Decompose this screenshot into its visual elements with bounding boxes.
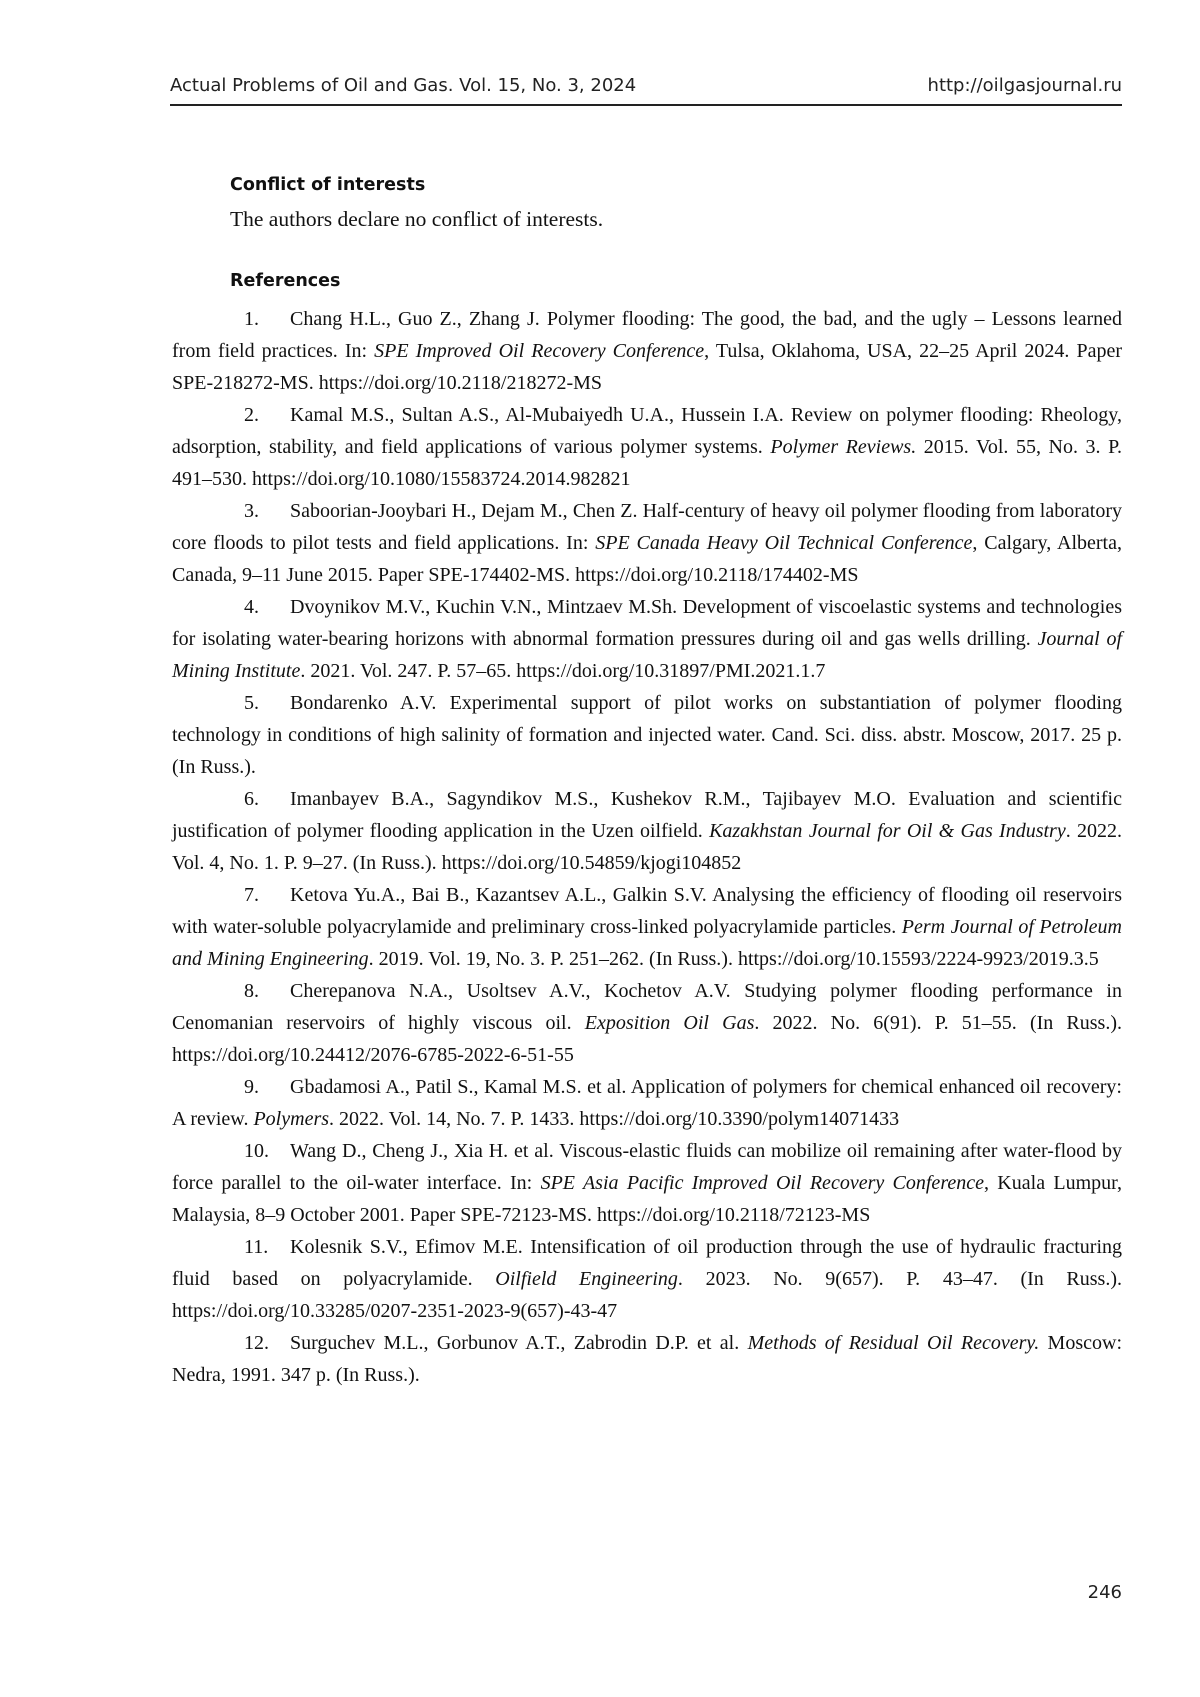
reference-item: 12. Surguchev M.L., Gorbunov A.T., Zabrodin D.P. et al. Methods of Residual Oil Recovery. Moscow: Nedra, 1991. 347 p. (In Russ.). [172, 1327, 1122, 1391]
reference-number: 12. [244, 1332, 269, 1354]
reference-item: 2. Kamal M.S., Sultan A.S., Al-Mubaiyedh U.A., Hussein I.A. Review on polymer flooding: Rheology, adsorption, stability, and field applications of various polymer systems. Polymer Reviews. 2015. Vol. 55, No. 3. P. 491–530. https://doi.org/10.1080/15583724.2014.982821 [172, 399, 1122, 495]
references-list [172, 303, 1122, 1391]
page-number: 246 [1087, 1582, 1122, 1603]
reference-number: 2. [244, 404, 259, 426]
reference-number: 11. [244, 1236, 269, 1258]
conflict-text: The authors declare no conflict of interests. [230, 207, 604, 231]
reference-item: 6. Imanbayev B.A., Sagyndikov M.S., Kushekov R.M., Tajibayev M.O. Evaluation and scientific justification of polymer flooding application in the Uzen oilfield. Kazakhstan Journal for Oil & Gas Industry. 2022. Vol. 4, No. 1. P. 9–27. (In Russ.). https://doi.org/10.54859/kjogi104852 [172, 783, 1122, 879]
references-heading: References [230, 271, 341, 291]
reference-number: 6. [244, 788, 259, 810]
reference-item: 8. Cherepanova N.A., Usoltsev A.V., Kochetov A.V. Studying polymer flooding performance in Cenomanian reservoirs of highly viscous oil. Exposition Oil Gas. 2022. No. 6(91). P. 51–55. (In Russ.). https://doi.org/10.24412/2076-6785-2022-6-51-55 [172, 975, 1122, 1071]
reference-item: 10. Wang D., Cheng J., Xia H. et al. Viscous-elastic fluids can mobilize oil remaining after water-flood by force parallel to the oil-water interface. In: SPE Asia Pacific Improved Oil Recovery Conference, Kuala Lumpur, Malaysia, 8–9 October 2001. Paper SPE-72123-MS. https://doi.org/10.2118/72123-MS [172, 1135, 1122, 1231]
reference-number: 4. [244, 596, 259, 618]
reference-item: 4. Dvoynikov M.V., Kuchin V.N., Mintzaev M.Sh. Development of viscoelastic systems and technologies for isolating water-bearing horizons with abnormal formation pressures during oil and gas wells drilling. Journal of Mining Institute. 2021. Vol. 247. P. 57–65. https://doi.org/10.31897/PMI.2021.1.7 [172, 591, 1122, 687]
running-header [170, 70, 1122, 106]
reference-item: 9. Gbadamosi A., Patil S., Kamal M.S. et al. Application of polymers for chemical enhanced oil recovery: A review. Polymers. 2022. Vol. 14, No. 7. P. 1433. https://doi.org/10.3390/polym14071433 [172, 1071, 1122, 1135]
reference-number: 5. [244, 692, 259, 714]
reference-item: 1. Chang H.L., Guo Z., Zhang J. Polymer flooding: The good, the bad, and the ugly – Lessons learned from field practices. In: SPE Improved Oil Recovery Conference, Tulsa, Oklahoma, USA, 22–25 April 2024. Paper SPE-218272-MS. https://doi.org/10.2118/218272-MS [172, 303, 1122, 399]
reference-item: 7. Ketova Yu.A., Bai B., Kazantsev A.L., Galkin S.V. Analysing the efficiency of flooding oil reservoirs with water-soluble polyacrylamide and preliminary cross-linked polyacrylamide particles. Perm Journal of Petroleum and Mining Engineering. 2019. Vol. 19, No. 3. P. 251–262. (In Russ.). https://doi.org/10.15593/2224-9923/2019.3.5 [172, 879, 1122, 975]
reference-item: 11. Kolesnik S.V., Efimov M.E. Intensification of oil production through the use of hydraulic fracturing fluid based on polyacrylamide. Oilfield Engineering. 2023. No. 9(657). P. 43–47. (In Russ.). https://doi.org/10.33285/0207-2351-2023-9(657)-43-47 [172, 1231, 1122, 1327]
journal-url[interactable]: http://oilgasjournal.ru [927, 75, 1122, 96]
reference-number: 10. [244, 1140, 269, 1162]
reference-number: 9. [244, 1076, 259, 1098]
reference-number: 8. [244, 980, 259, 1002]
reference-item: 5. Bondarenko A.V. Experimental support of pilot works on substantiation of polymer flooding technology in conditions of high salinity of formation and injected water. Cand. Sci. diss. abstr. Moscow, 2017. 25 p. (In Russ.). [172, 687, 1122, 783]
reference-number: 3. [244, 500, 259, 522]
reference-number: 1. [244, 308, 259, 330]
reference-number: 7. [244, 884, 259, 906]
journal-title: Actual Problems of Oil and Gas. Vol. 15, No. 3, 2024 [170, 75, 637, 96]
reference-item: 3. Saboorian-Jooybari H., Dejam M., Chen Z. Half-century of heavy oil polymer flooding from laboratory core floods to pilot tests and field applications. In: SPE Canada Heavy Oil Technical Conference, Calgary, Alberta, Canada, 9–11 June 2015. Paper SPE-174402-MS. https://doi.org/10.2118/174402-MS [172, 495, 1122, 591]
conflict-heading: Conflict of interests [230, 175, 426, 195]
